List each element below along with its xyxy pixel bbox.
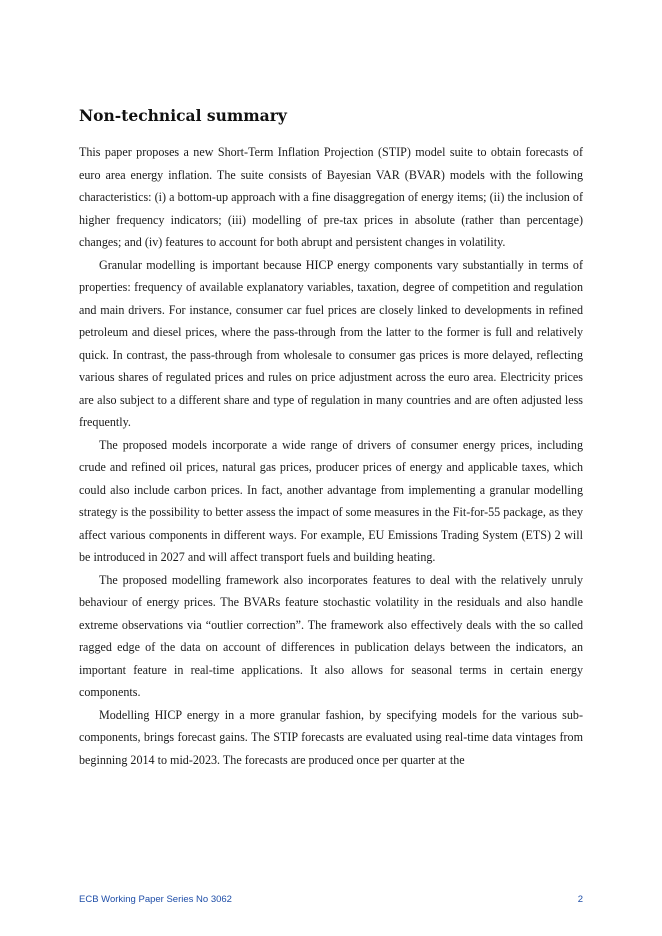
working-paper-series-label: ECB Working Paper Series No 3062	[79, 894, 232, 905]
section-title: Non-technical summary	[79, 106, 287, 125]
paragraph: Modelling HICP energy in a more granular fashion, by specifying models for the various sub-components, brings forecast gains. The STIP forecasts are evaluated using real-time data vintages from beginning 2014 to mid-2023. The forecasts are produced once per quarter at the	[79, 707, 583, 767]
paragraph: The proposed models incorporate a wide range of drivers of consumer energy prices, including crude and refined oil prices, natural gas prices, producer prices of energy and applicable taxes, which could also include carbon prices. In fact, another advantage from implementing a granular modelling strategy is the possibility to better assess the impact of some measures in the Fit-for-55 package, as they affect various components in different ways. For example, EU Emissions Trading System (ETS) 2 will be introduced in 2027 and will affect transport fuels and building heating.	[79, 437, 583, 564]
paragraph: This paper proposes a new Short-Term Inflation Projection (STIP) model suite to obtain forecasts of euro area energy inflation. The suite consists of Bayesian VAR (BVAR) models with the following characteristics: (i) a bottom-up approach with a fine disaggregation of energy items; (ii) the inclusion of higher frequency indicators; (iii) modelling of pre-tax prices in absolute (rather than percentage) changes; and (iv) features to account for both abrupt and persistent changes in volatility.	[79, 145, 583, 249]
paragraph: The proposed modelling framework also incorporates features to deal with the relatively unruly behaviour of energy prices. The BVARs feature stochastic volatility in the residuals and also handle extreme observations via “outlier correction”. The framework also effectively deals with the so called ragged edge of the data on account of differences in publication delays between the indicators, an important feature in real-time applications. It also allows for seasonal terms in certain energy components.	[79, 572, 583, 699]
summary-body	[79, 141, 583, 771]
page-number: 2	[577, 894, 583, 905]
paragraph: Granular modelling is important because HICP energy components vary substantially in terms of properties: frequency of available explanatory variables, taxation, degree of competition and regulation and main drivers. For instance, consumer car fuel prices are closely linked to developments in refined petroleum and diesel prices, where the pass-through from the latter to the former is full and relatively quick. In contrast, the pass-through from wholesale to consumer gas prices is more delayed, reflecting various shares of regulated prices and rules on price adjustment across the euro area. Electricity prices are also subject to a different share and type of regulation in many countries and are often adjusted less frequently.	[79, 257, 583, 429]
page-footer	[79, 893, 583, 907]
